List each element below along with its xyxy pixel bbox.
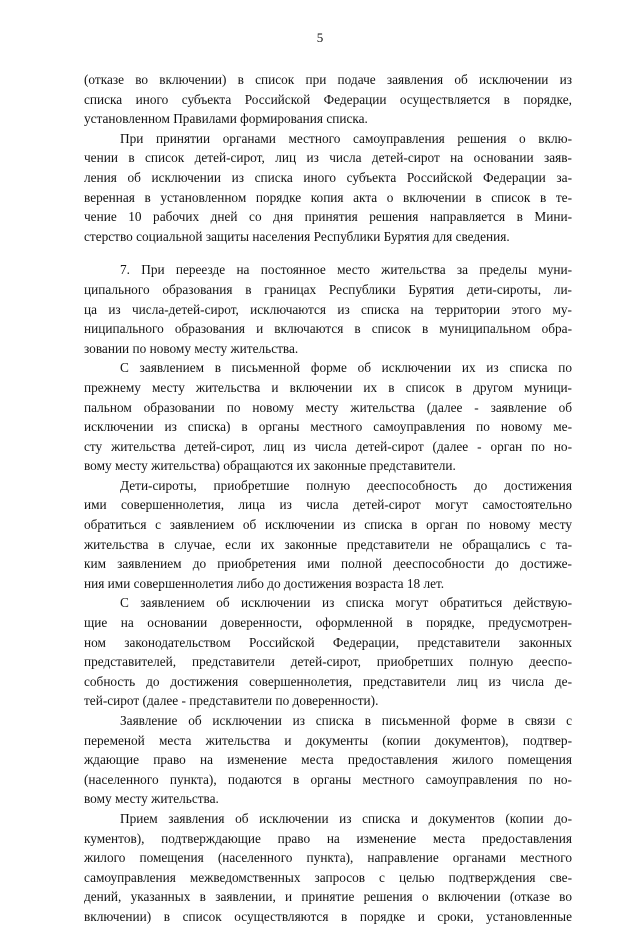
paragraph (84, 711, 572, 809)
text-line: При принятии органами местного самоуправления решения о вклю- (120, 130, 572, 146)
text-line: чение 10 рабочих дней со дня принятия решения направляется в Мини- (84, 209, 572, 225)
text-line: списка иного субъекта Российской Федерации осуществляется в порядке, (84, 91, 572, 107)
text-line: С заявлением в письменной форме об исключении их из списка по (120, 360, 572, 376)
text-line: ления об исключении из списка иного субъекта Российской Федерации за- (84, 169, 572, 185)
text-line: включении) в список осуществляются в порядке и сроки, установленные (84, 908, 572, 924)
text-line: кументов), подтверждающие право на изменение места предоставления (84, 830, 572, 846)
text-line: ждающие право на изменение места предоставления жилого помещения (84, 752, 572, 768)
text-line: щие на основании доверенности, оформленной в порядке, предусмотрен- (84, 615, 572, 631)
text-line: (отказе во включении) в список при подаче заявления об исключении из (84, 72, 572, 87)
text-line: Дети-сироты, приобретшие полную дееспособность до достижения (120, 477, 572, 493)
text-line: представителей, представители детей-сирот, приобретших полную дееспо- (84, 654, 572, 670)
text-line: 7. При переезде на постоянное место жительства за пределы муни- (120, 262, 572, 278)
paragraph (84, 260, 572, 358)
text-line: ца из числа-детей-сирот, исключаются из списка на территории этого му- (84, 301, 572, 317)
text-line: ким заявлением до приобретения ими полной дееспособности до достиже- (84, 556, 572, 572)
paragraph (84, 593, 572, 711)
text-line: установленном Правилами формирования списка. (84, 111, 368, 127)
text-line: переменой места жительства и документы (копии документов), подтвер- (84, 732, 572, 748)
text-line: ниципального образования и включаются в список в муниципальном обра- (84, 321, 572, 337)
text-line: жительства в случае, если их законные представители не обращались с та- (84, 536, 572, 552)
text-line: самоуправления межведомственных запросов с целью подтверждения све- (84, 869, 572, 885)
text-line: прежнему месту жительства и включении их в список в другом муници- (84, 379, 572, 395)
paragraph (84, 70, 572, 129)
text-line: жилого помещения (населенного пункта), направление органами местного (84, 850, 572, 866)
paragraph (84, 129, 572, 247)
text-line: (населенного пункта), подаются в органы местного самоуправления по но- (84, 771, 572, 787)
paragraph-gap (84, 246, 572, 260)
page-number: 5 (316, 30, 324, 45)
text-line: обратиться с заявлением об исключении из списка в орган по новому месту (84, 517, 572, 533)
text-line: пальном образовании по новому месту жительства (далее - заявление об (84, 399, 572, 415)
text-line: ном законодательством Российской Федерации, представители законных (84, 634, 572, 650)
text-line: Прием заявления об исключении из списка и документов (копии до- (120, 810, 572, 826)
text-line: вому месту жительства) обращаются их законные представители. (84, 458, 456, 474)
text-line: дений, указанных в заявлении, и принятие решения о включении (отказе во (84, 889, 572, 905)
text-line: зовании по новому месту жительства. (84, 340, 299, 356)
paragraph (84, 476, 572, 594)
paragraph (84, 809, 572, 927)
text-line: вому месту жительства. (84, 791, 219, 807)
text-line: сту жительства детей-сирот, лиц из числа детей-сирот (далее - орган по но- (84, 438, 572, 454)
text-line: исключении из списка) в органы местного самоуправления по новому ме- (84, 419, 572, 435)
text-line: ния ими совершеннолетия либо до достижения возраста 18 лет. (84, 575, 445, 591)
text-line: ципального образования в границах Республики Бурятия дети-сироты, ли- (84, 281, 572, 297)
text-line: чении в список детей-сирот, лиц из числа детей-сирот на основании заяв- (84, 150, 572, 166)
document-body (84, 70, 572, 927)
text-line: С заявлением об исключении из списка могут обратиться действую- (120, 595, 572, 611)
text-line: ими совершеннолетия, лица из числа детей-сирот могут самостоятельно (84, 497, 572, 513)
text-line: стерство социальной защиты населения Республики Бурятия для сведения. (84, 228, 510, 244)
text-line: Заявление об исключении из списка в письменной форме в связи с (120, 713, 572, 728)
text-line: собность до достижения совершеннолетия, представители лиц из числа де- (84, 673, 572, 689)
paragraph (84, 358, 572, 476)
text-line: веренная в установленном порядке копия акта о включении в список в те- (84, 189, 572, 205)
text-line: тей-сирот (далее - представители по доверенности). (84, 693, 379, 709)
